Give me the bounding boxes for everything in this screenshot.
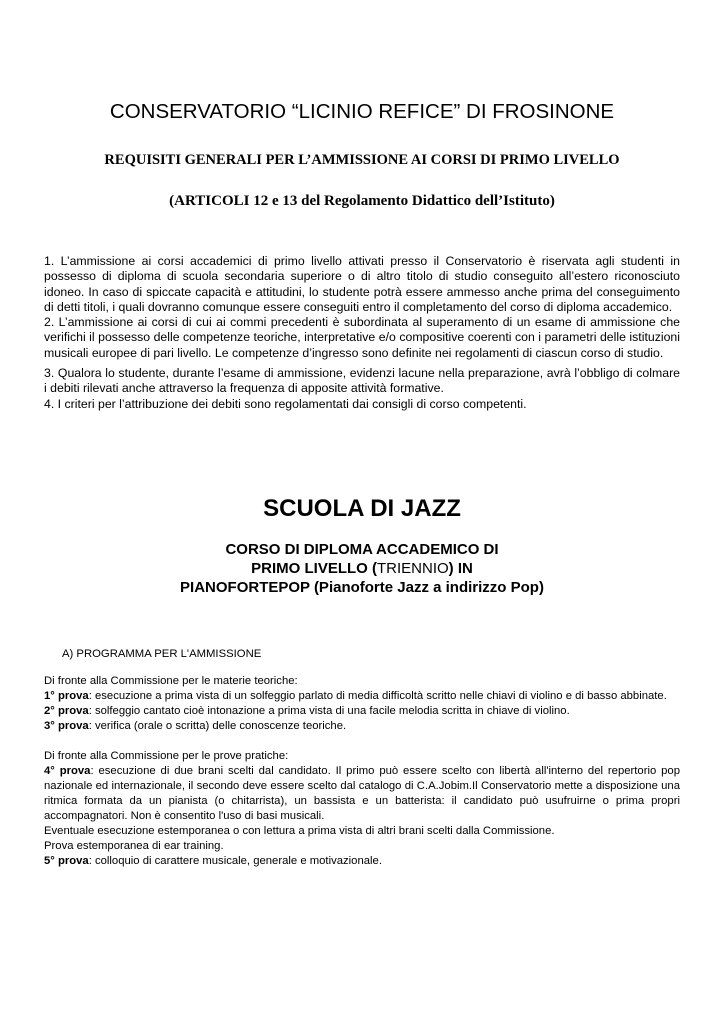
course-line-1: CORSO DI DIPLOMA ACCADEMICO DI bbox=[225, 541, 499, 558]
test-3-text: : verifica (orale o scritta) delle conoscenze teoriche. bbox=[88, 720, 347, 732]
theory-intro: Di fronte alla Commissione per le materie teoriche: bbox=[44, 675, 298, 687]
practice-test-4 bbox=[44, 764, 680, 824]
requirement-2: 2. L’ammissione ai corsi di cui ai commi precedenti è subordinata al superamento di un esame di ammissione che verifichi il possesso delle competenze teoriche, interpretative e/o compositive coerenti con i parametri delle istituzioni musicali europee di pari livello. Le competenze d’ingresso sono definite nei regolamenti di ciascun corso di studio. bbox=[44, 315, 680, 360]
test-3-label: 3° prova bbox=[44, 720, 89, 732]
course-line-2 bbox=[0, 559, 724, 578]
requirement-1: 1. L’ammissione ai corsi accademici di primo livello attivati presso il Conservatorio è riservata agli studenti in possesso di diploma di scuola secondaria superiore o di altro titolo di studio conseguito all’estero riconosciuto idoneo. In caso di spiccate capacità e attitudini, lo studente potrà essere ammesso anche prima del conseguimento di detti titoli, i quali dovranno comunque essere conseguiti entro il completamento del corso di diploma accademico. bbox=[44, 254, 680, 314]
test-4-label: 4° prova bbox=[44, 765, 91, 777]
test-5-text: : colloquio di carattere musicale, generale e motivazionale. bbox=[88, 855, 382, 867]
requirements-title: REQUISITI GENERALI PER L’AMMISSIONE AI CORSI DI PRIMO LIVELLO bbox=[104, 152, 620, 168]
school-title: SCUOLA DI JAZZ bbox=[263, 495, 461, 522]
requirement-3: 3. Qualora lo studente, durante l’esame di ammissione, evidenzi lacune nella preparazione, avrà l’obbligo di colmare i debiti rilevati anche attraverso la frequenza di apposite attività formative. bbox=[44, 366, 680, 396]
optional-performance: Eventuale esecuzione estemporanea o con lettura a prima vista di altri brani scelti dalla Commissione. bbox=[44, 825, 555, 837]
test-2-label: 2° prova bbox=[44, 705, 89, 717]
requirement-4: 4. I criteri per l’attribuzione dei debiti sono regolamentati dai consigli di corso competenti. bbox=[44, 396, 527, 411]
section-a-title: A) PROGRAMMA PER L'AMMISSIONE bbox=[62, 648, 262, 660]
theory-test-1 bbox=[44, 689, 680, 704]
general-requirements bbox=[44, 254, 680, 412]
course-title bbox=[0, 540, 724, 597]
theory-test-3 bbox=[44, 719, 680, 734]
test-1-label: 1° prova bbox=[44, 690, 89, 702]
theory-test-2 bbox=[44, 704, 680, 719]
admission-program bbox=[44, 674, 680, 869]
course-line-3: PIANOFORTEPOP (Pianoforte Jazz a indirizzo Pop) bbox=[180, 579, 544, 596]
articles-reference: (ARTICOLI 12 e 13 del Regolamento Didattico dell’Istituto) bbox=[169, 193, 555, 209]
institution-title: CONSERVATORIO “LICINIO REFICE” DI FROSINONE bbox=[109, 100, 615, 123]
course-line-2-triennio: TRIENNIO bbox=[377, 560, 449, 577]
test-5-label: 5° prova bbox=[44, 855, 89, 867]
practice-test-5 bbox=[44, 854, 680, 869]
ear-training: Prova estemporanea di ear training. bbox=[44, 840, 224, 852]
test-1-text: : esecuzione a prima vista di un solfeggio parlato di media difficoltà scritto nelle chiavi di violino e di basso abbinate. bbox=[88, 690, 667, 702]
practice-intro: Di fronte alla Commissione per le prove pratiche: bbox=[44, 750, 289, 762]
course-line-2-in: ) IN bbox=[448, 560, 473, 577]
test-4-text: : esecuzione di due brani scelti dal candidato. Il primo può essere scelto con libertà all'interno del repertorio pop nazionale ed internazionale, il secondo deve essere scelto dal catalogo di C.A.Jobim.Il Conservatorio mette a disposizione una ritmica formata da un pianista (o chitarrista), un bassista e un batterista: il candidato può usufruirne o prima propri accompagnatori. Non è consentito l'uso di basi musicali. bbox=[44, 765, 680, 822]
test-2-text: : solfeggio cantato cioè intonazione a prima vista di una facile melodia scritta in chiave di violino. bbox=[88, 705, 570, 717]
course-line-2-level: PRIMO LIVELLO ( bbox=[251, 560, 377, 577]
